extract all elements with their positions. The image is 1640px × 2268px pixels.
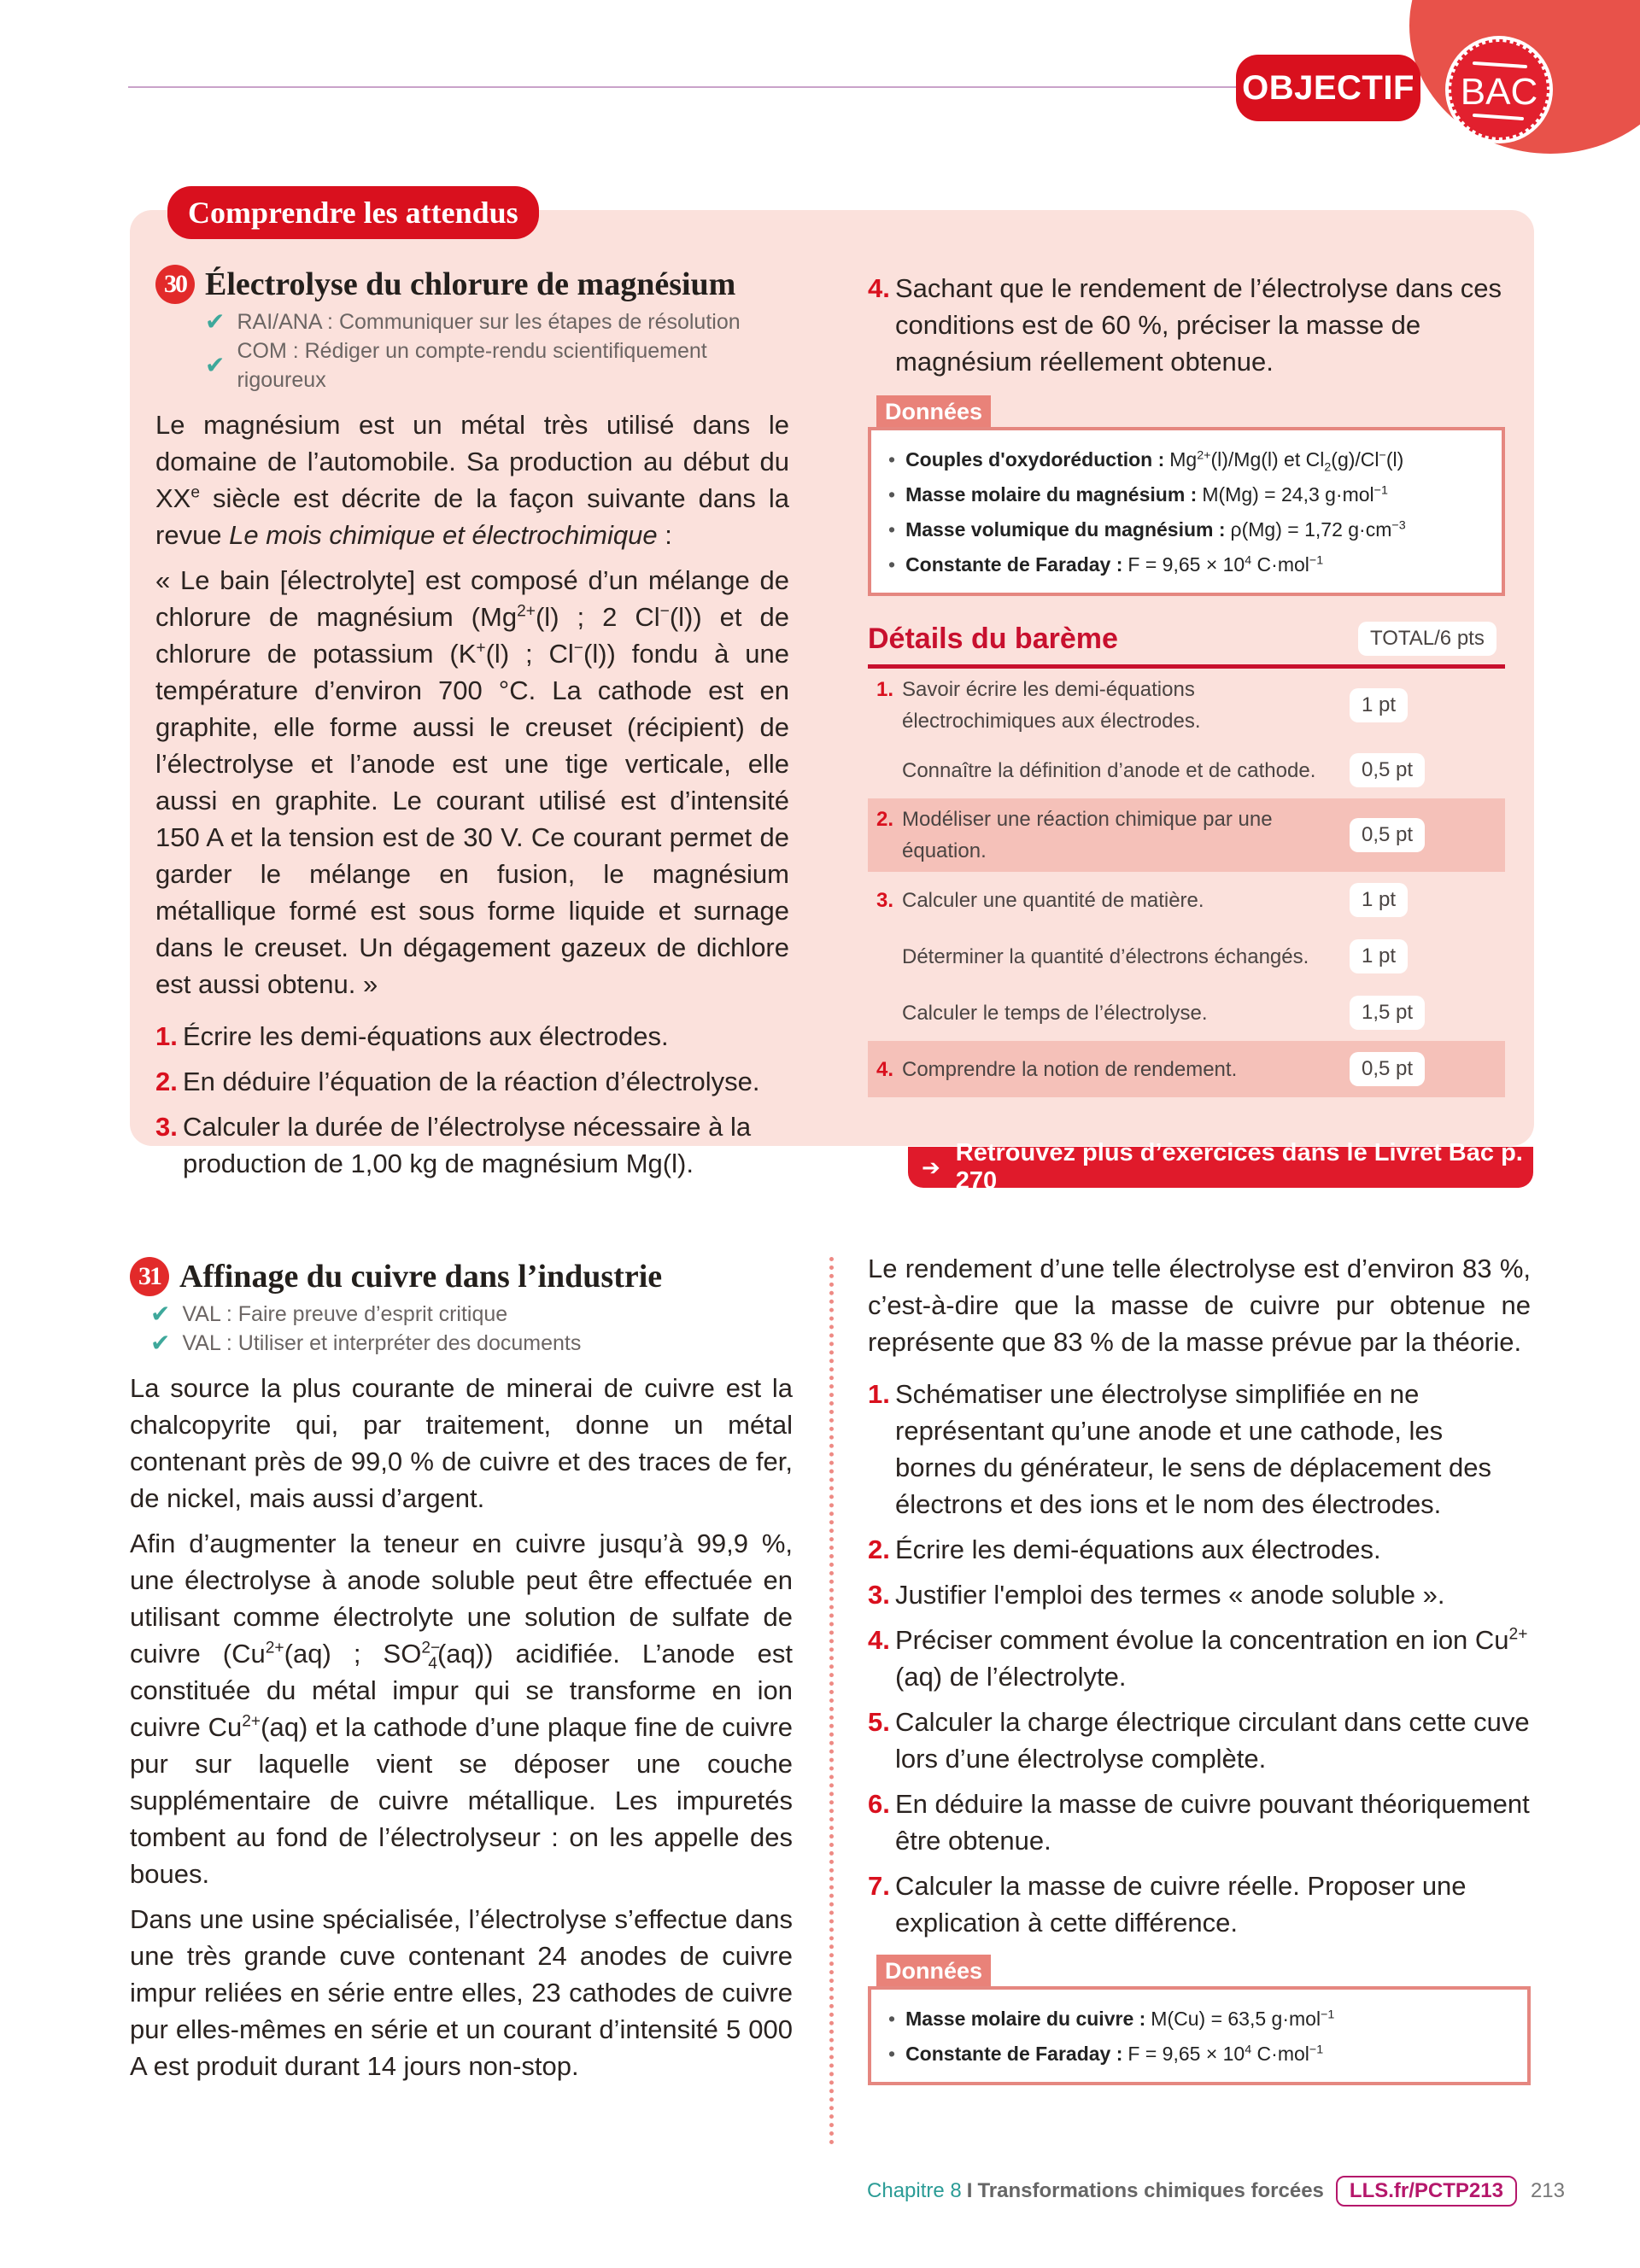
checkmark-icon: ✔ xyxy=(150,1330,171,1356)
bareme-row: 1. Savoir écrire les demi-équations électrochimiques aux électrodes. 1 pt xyxy=(868,669,1505,742)
exercise-31-right-column xyxy=(868,1250,1531,2085)
section-tab-comprendre-attendus: Comprendre les attendus xyxy=(167,186,539,239)
arrow-right-icon: ➔ xyxy=(922,1154,940,1180)
exercise-title-text: Électrolyse du chlorure de magnésium xyxy=(205,266,736,302)
exercise-30-right-column xyxy=(868,270,1505,1097)
question-item: 2. En déduire l’équation de la réaction d’électrolyse. xyxy=(155,1067,760,1096)
question-item: 1. Schématiser une électrolyse simplifiée en ne représentant qu’une anode et une cathode, les bornes du générateur, le sens de déplacement des électrons et des ions et le nom des électrodes. xyxy=(868,1379,1491,1519)
svg-text:BAC: BAC xyxy=(1460,71,1538,113)
exercise-30-title xyxy=(155,265,789,304)
bareme-row: 4. Comprendre la notion de rendement. 0,5 pt xyxy=(868,1041,1505,1097)
exercise-title-text: Affinage du cuivre dans l’industrie xyxy=(179,1259,663,1295)
donnees-block xyxy=(868,1955,1531,2085)
skill-item xyxy=(205,336,789,395)
bareme-row: 3. Calculer une quantité de matière. 1 pt xyxy=(868,872,1505,928)
skill-item xyxy=(150,1300,793,1329)
paragraph: Le rendement d’une telle électrolyse est d’environ 83 %, c’est-à-dire que la masse de cuivre pur obtenue ne représente que 83 % de la masse prévue par la théorie. xyxy=(868,1254,1531,1357)
livret-bac-link[interactable] xyxy=(908,1139,1533,1195)
question-item: 2. Écrire les demi-équations aux électrodes. xyxy=(868,1534,1381,1564)
paragraph: La source la plus courante de minerai de cuivre est la chalcopyrite qui, par traitement, donne un métal contenant près de 99,0 % de cuivre et des traces de fer, de nickel, mais aussi d’argent. xyxy=(130,1373,793,1513)
donnee-item: • Constante de Faraday : $F = 9,65 \times 10^4$ C·mol$^{-1}$ xyxy=(888,2043,1324,2065)
bareme-row: Calculer le temps de l’électrolyse. 1,5 pt xyxy=(868,985,1505,1041)
paragraph: Dans une usine spécialisée, l’électrolyse s’effectue dans une très grande cuve contenant 24 anodes de cuivre impur reliées en série entre elles, 23 cathodes de cuivre pur elles-mêmes en série et un courant d’intensité 5 000 A est produit durant 14 jours non-stop. xyxy=(130,1904,793,2081)
question-item: 4. Préciser comment évolue la concentration en ion $Cu^{2+}(aq)$ de l’électrolyte. xyxy=(868,1625,1528,1692)
donnee-item: • Masse volumique du magnésium : ρ(Mg) = 1,72 $g\cdot cm^{-3}$ xyxy=(888,518,1406,541)
skill-text: RAI/ANA : Communiquer sur les étapes de résolution xyxy=(237,310,741,334)
question-item: 6. En déduire la masse de cuivre pouvant théoriquement être obtenue. xyxy=(868,1789,1530,1856)
objectif-badge: OBJECTIF xyxy=(1236,55,1420,121)
exercise-number-badge: 31 xyxy=(130,1257,169,1296)
exercise-31-title xyxy=(130,1257,793,1296)
skill-item xyxy=(150,1329,793,1358)
skills-list xyxy=(205,307,789,395)
questions-list xyxy=(868,1376,1531,1941)
footer-separator: I xyxy=(966,2179,973,2202)
bareme-row: Connaître la définition d’anode et de cathode. 0,5 pt xyxy=(868,742,1505,798)
donnees-box xyxy=(868,427,1505,596)
points-badge: 0,5 pt xyxy=(1350,818,1425,852)
points-badge: 1 pt xyxy=(1350,688,1408,722)
checkmark-icon: ✔ xyxy=(205,352,226,378)
donnee-item: • Couples d'oxydoréduction : $Mg^{2+}(l)/Mg(l)$ et $Cl_2(g)/Cl^-(l)$ xyxy=(888,448,1404,475)
question-item: 4. Sachant que le rendement de l’électrolyse dans ces conditions est de 60 %, préciser la masse de magnésium réellement obtenue. xyxy=(868,273,1502,377)
lls-link[interactable]: LLS.fr/PCTP213 xyxy=(1336,2176,1517,2207)
donnee-item: • Masse molaire du magnésium : M(Mg) = 24,3 g·mol$^{-1}$ xyxy=(888,483,1388,506)
exercise-31-left-column xyxy=(130,1257,793,2084)
points-badge: 1 pt xyxy=(1350,939,1408,973)
question-item: 3. Justifier l'emploi des termes « anode soluble ». xyxy=(868,1580,1445,1610)
skills-list xyxy=(150,1300,793,1358)
questions-list xyxy=(155,1018,789,1182)
donnees-block xyxy=(868,395,1505,596)
skill-text: COM : Rédiger un compte-rendu scientifiquement rigoureux xyxy=(237,339,707,392)
points-badge: 0,5 pt xyxy=(1350,1052,1425,1086)
bareme-title: Détails du barème xyxy=(868,622,1118,655)
skill-item xyxy=(205,307,789,336)
exercise-30-left-column xyxy=(155,265,789,1182)
chapter-title: Transformations chimiques forcées xyxy=(977,2179,1324,2202)
bareme-row: Déterminer la quantité d’électrons échangés. 1 pt xyxy=(868,928,1505,985)
donnee-item: • Constante de Faraday : $F = 9,65 \times 10^4$ C·mol$^{-1}$ xyxy=(888,553,1324,576)
bareme-table xyxy=(868,622,1505,1097)
checkmark-icon: ✔ xyxy=(205,308,226,335)
donnees-label: Données xyxy=(876,395,991,427)
skill-text: VAL : Faire preuve d’esprit critique xyxy=(182,1302,508,1326)
intro-paragraph: Le magnésium est un métal très utilisé dans le domaine de l’automobile. Sa production au début du XXe siècle est décrite de la façon suivante dans la revue Le mois chimique et électrochimique : xyxy=(155,410,789,550)
points-badge: 1,5 pt xyxy=(1350,996,1425,1030)
question-item: 7. Calculer la masse de cuivre réelle. Proposer une explication à cette différence. xyxy=(868,1871,1467,1938)
donnees-label: Données xyxy=(876,1955,991,1986)
question-item: 1. Écrire les demi-équations aux électrodes. xyxy=(155,1021,669,1051)
header-rule xyxy=(128,86,1239,88)
quote-paragraph: « Le bain [électrolyte] est composé d’un mélange de chlorure de magnésium ($Mg^{2+}(l)$ ; 2 Cl−(l)) et de chlorure de potassium (K+(l) ; Cl−(l)) fondu à une température d’environ 700 °C. La cathode est en graphite, elle forme aussi le creuset (récipient) de l’électrolyse et l’anode est une tige verticale, elle aussi en graphite. Le courant utilisé est d’intensité 150 A et la tension est de 30 V. Ce courant permet de garder le mélange en fusion, le magnésium métallique formé est sous forme liquide et surnage dans le creuset. Un dégagement gazeux de dichlore est aussi obtenu. » xyxy=(155,565,790,999)
points-badge: 1 pt xyxy=(1350,883,1408,917)
bareme-header xyxy=(868,622,1505,669)
bareme-total: TOTAL/6 pts xyxy=(1358,622,1496,656)
chapter-label: Chapitre 8 xyxy=(867,2179,962,2202)
exercise-number-badge: 30 xyxy=(155,265,195,304)
checkmark-icon: ✔ xyxy=(150,1301,171,1327)
question-item: 3. Calculer la durée de l’électrolyse nécessaire à la production de 1,00 kg de magnésium Mg(l). xyxy=(155,1112,752,1178)
column-separator xyxy=(829,1257,834,2145)
donnees-box xyxy=(868,1986,1531,2085)
bac-seal-icon xyxy=(1444,34,1555,145)
question-item: 5. Calculer la charge électrique circulant dans cette cuve lors d’une électrolyse complète. xyxy=(868,1707,1530,1774)
bareme-row: 2. Modéliser une réaction chimique par une équation. 0,5 pt xyxy=(868,798,1505,872)
points-badge: 0,5 pt xyxy=(1350,753,1425,787)
donnee-item: • Masse molaire du cuivre : M(Cu) = 63,5 g·mol$^{-1}$ xyxy=(888,2008,1335,2030)
page-number: 213 xyxy=(1530,2179,1565,2202)
paragraph: Afin d’augmenter la teneur en cuivre jusqu’à 99,9 %, une électrolyse à anode soluble peut être effectuée en utilisant comme électrolyte une solution de sulfate de cuivre ($Cu^{2+}(aq)$ ; $SO^{2-}_4(aq)$) acidifiée. L’anode est constituée du métal impur qui se transforme en ion cuivre $Cu^{2+}(aq)$ et la cathode d’une plaque fine de cuivre pur sur laquelle vient se déposer une couche supplémentaire de cuivre métallique. Les impuretés tombent au fond de l’électrolyseur : on les appelle des boues. xyxy=(130,1529,793,1889)
livret-bac-link-text: Retrouvez plus d’exercices dans le Livret Bac p. 270 xyxy=(955,1139,1523,1195)
skill-text: VAL : Utiliser et interpréter des documents xyxy=(182,1331,582,1355)
page-footer xyxy=(867,2176,1565,2207)
